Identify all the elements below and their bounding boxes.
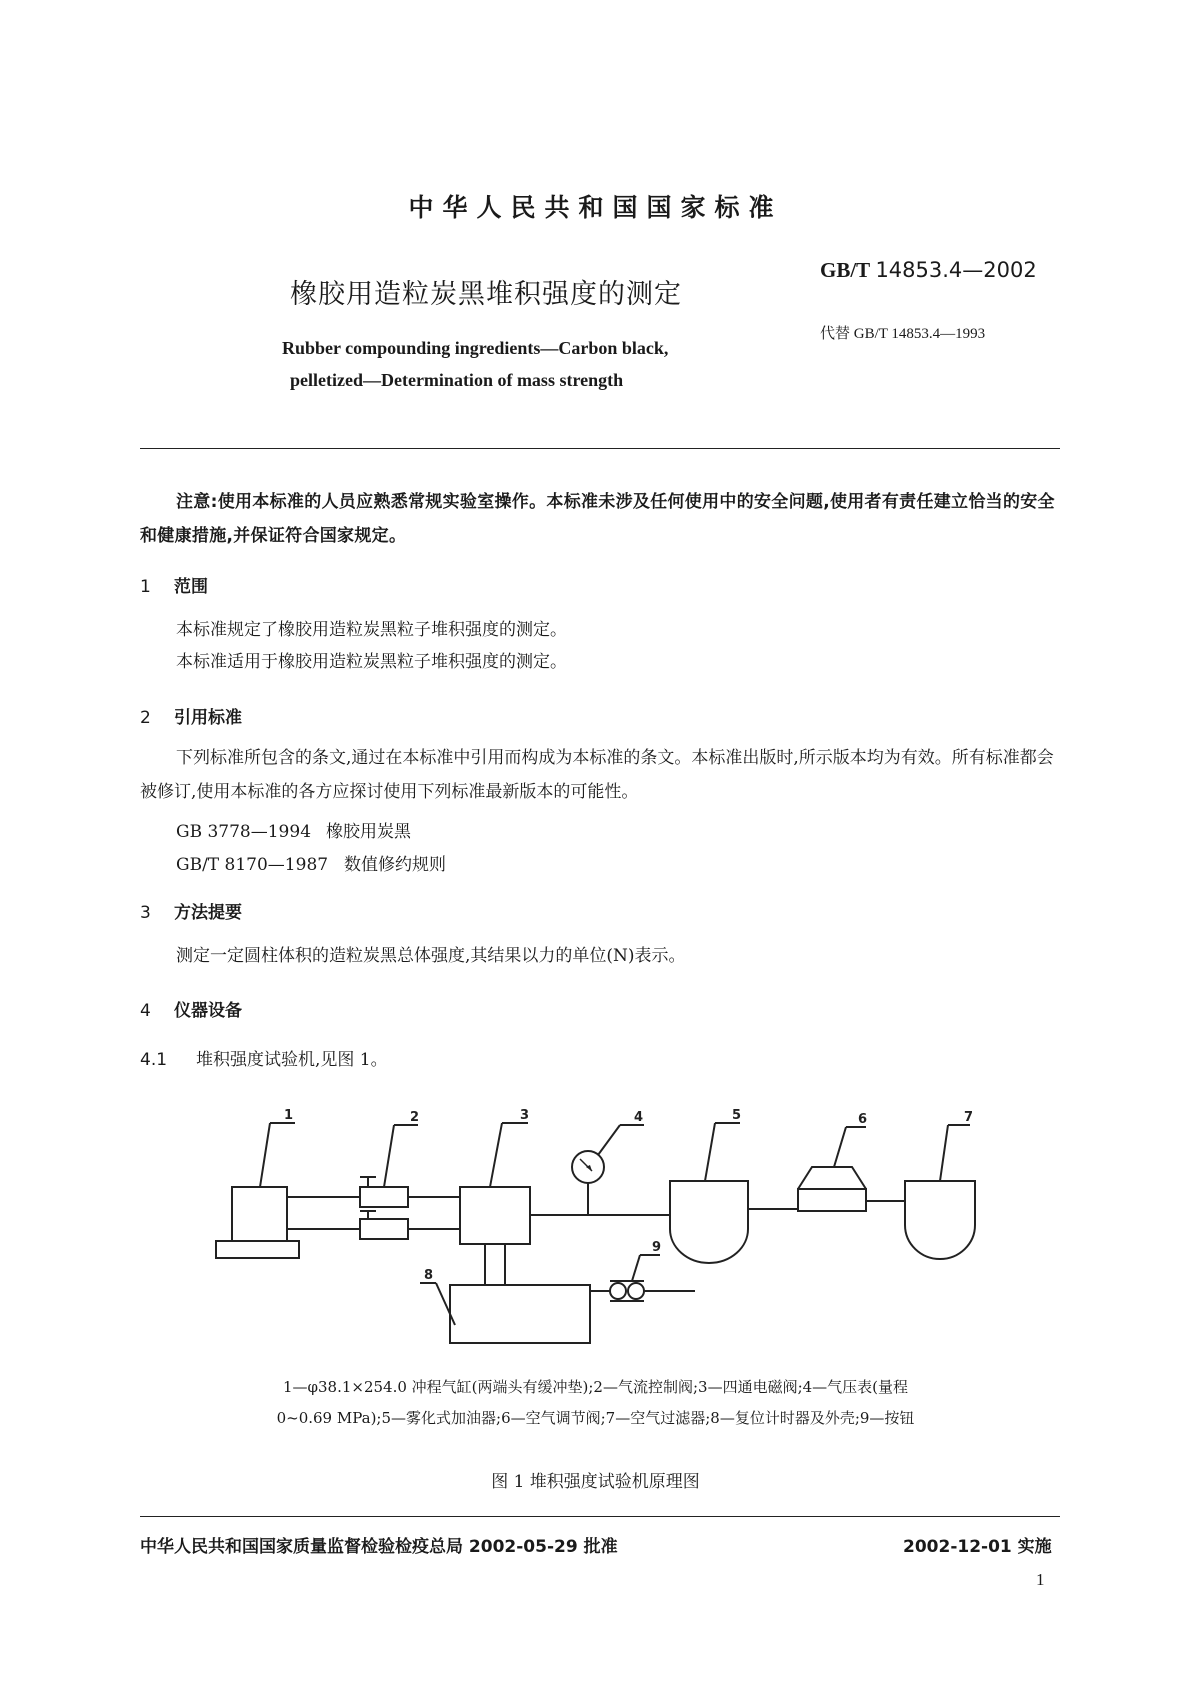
component-5-lubricator <box>670 1108 798 1263</box>
figure-label-4: 4 <box>634 1110 644 1125</box>
replaces-standard: 代替 GB/T 14853.4—1993 <box>820 326 986 342</box>
component-9-push-button <box>610 1240 695 1301</box>
figure-label-2: 2 <box>410 1110 420 1125</box>
effective-date: 2002-12-01 实施 <box>903 1537 1052 1557</box>
document-title-zh: 橡胶用造粒炭黑堆积强度的测定 <box>290 279 682 310</box>
section-1-title: 范围 <box>174 577 208 597</box>
figure-1-title: 图 1 堆积强度试验机原理图 <box>491 1472 700 1492</box>
reference-2-name: 数值修约规则 <box>344 855 446 875</box>
reference-1-code: GB 3778—1994 <box>176 822 312 842</box>
component-8-timer-housing <box>420 1268 610 1343</box>
safety-notice: 注意:使用本标准的人员应熟悉常规实验室操作。本标准未涉及任何使用中的安全问题,使用者有责任建立恰当的安全和健康措施,并保证符合国家规定。 <box>140 492 1055 546</box>
figure-label-3: 3 <box>520 1108 530 1123</box>
document-title-en-line1: Rubber compounding ingredients—Carbon black, <box>282 338 669 358</box>
figure-label-7: 7 <box>964 1110 974 1125</box>
section-2-para-1: 下列标准所包含的条文,通过在本标准中引用而构成为本标准的条文。本标准出版时,所示版本均为有效。所有标准都会被修订,使用本标准的各方应探讨使用下列标准最新版本的可能性。 <box>140 748 1054 802</box>
section-1-para-2: 本标准适用于橡胶用造粒炭黑粒子堆积强度的测定。 <box>176 652 567 672</box>
section-4-title: 仪器设备 <box>174 1001 242 1021</box>
figure-label-5: 5 <box>732 1108 742 1123</box>
national-standard-title: 中华人民共和国国家标准 <box>408 193 783 222</box>
figure-label-8: 8 <box>424 1268 434 1283</box>
figure-1-schematic <box>200 1105 980 1345</box>
standard-prefix: GB/T <box>820 258 871 282</box>
component-7-air-filter <box>905 1110 975 1259</box>
reference-1 <box>176 817 411 842</box>
section-2-number: 2 <box>140 708 151 728</box>
section-1-number: 1 <box>140 577 151 597</box>
component-6-air-regulator <box>798 1112 905 1211</box>
reference-2-code: GB/T 8170—1987 <box>176 855 329 875</box>
subsection-4-1 <box>140 1045 388 1070</box>
standard-code: 14853.4—2002 <box>875 258 1037 282</box>
figure-label-1: 1 <box>284 1108 294 1123</box>
section-3-heading <box>140 898 242 923</box>
component-3-solenoid-valve <box>460 1108 530 1285</box>
issuing-authority: 中华人民共和国国家质量监督检验检疫总局 2002-05-29 批准 <box>140 1537 618 1557</box>
figure-label-9: 9 <box>652 1240 662 1255</box>
header-divider <box>140 448 1060 449</box>
section-2-title: 引用标准 <box>174 708 242 728</box>
page-number: 1 <box>1036 1570 1045 1589</box>
figure-legend-line2: 0~0.69 MPa);5—雾化式加油器;6—空气调节阀;7—空气过滤器;8—复位计时器及外壳;9—按钮 <box>276 1409 915 1427</box>
component-2-flow-valves <box>287 1110 460 1239</box>
section-1-para-1: 本标准规定了橡胶用造粒炭黑粒子堆积强度的测定。 <box>176 620 567 640</box>
section-3-para-1: 测定一定圆柱体积的造粒炭黑总体强度,其结果以力的单位(N)表示。 <box>176 946 686 966</box>
reference-1-name: 橡胶用炭黑 <box>326 822 411 842</box>
section-3-number: 3 <box>140 903 151 923</box>
footer-divider <box>140 1516 1060 1517</box>
figure-legend-line1: 1—φ38.1×254.0 冲程气缸(两端头有缓冲垫);2—气流控制阀;3—四通电磁阀;4—气压表(量程 <box>282 1378 909 1396</box>
reference-2 <box>176 850 446 875</box>
section-3-title: 方法提要 <box>174 903 242 923</box>
section-2-heading <box>140 703 242 728</box>
standard-number <box>820 258 1037 283</box>
section-4-number: 4 <box>140 1001 151 1021</box>
component-1-cylinder <box>216 1108 299 1258</box>
section-4-heading <box>140 996 242 1021</box>
subsection-4-1-number: 4.1 <box>140 1050 168 1070</box>
document-title-en-line2: pelletized—Determination of mass strength <box>290 370 624 390</box>
section-1-heading <box>140 572 208 597</box>
subsection-4-1-text: 堆积强度试验机,见图 1。 <box>196 1050 388 1070</box>
figure-label-6: 6 <box>858 1112 868 1127</box>
component-4-pressure-gauge <box>530 1110 670 1215</box>
